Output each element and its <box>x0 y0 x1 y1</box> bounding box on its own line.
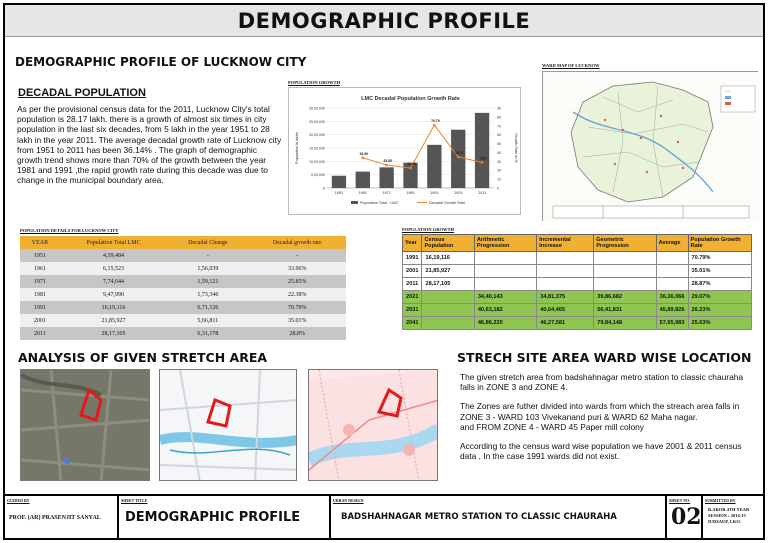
table1-header-cell: Population Total LMC <box>60 236 167 249</box>
sheet <box>3 3 765 540</box>
table-cell: 9,47,990 <box>60 288 167 301</box>
table-cell: 1991 <box>20 301 60 314</box>
table-row <box>20 327 346 340</box>
table-cell: 1971 <box>20 275 60 288</box>
table-cell <box>537 265 594 278</box>
project-cell <box>331 496 667 540</box>
table-row <box>403 252 752 265</box>
chart-x-tick-label: 1981 <box>406 191 415 195</box>
strech-paragraph-1: The given stretch area from badshahnagar metro station to classic chauraha falls in ZONE 3 and ZONE 4. <box>460 372 744 393</box>
chart-y-tick-label: 10,00,000 <box>309 159 325 164</box>
table2-header-cell: Incremental Increase <box>537 235 594 252</box>
population-details-grid <box>20 236 346 340</box>
table-row <box>20 314 346 327</box>
table-cell: 1,59,121 <box>167 275 248 288</box>
chart-bar <box>379 167 393 188</box>
table-cell: 45,89,826 <box>656 304 688 317</box>
table-row <box>20 249 346 262</box>
strech-paragraph-2: The Zones are futher divided into wards from which the streach area falls in ZONE 3 - WARD 103 Vivekanand puri & WARD 62 Maha nagar. <box>460 401 740 422</box>
project-name: BADSHAHNAGAR METRO STATION TO CLASSIC CHAURAHA <box>341 512 617 522</box>
satellite-image <box>20 369 150 481</box>
population-chart-svg <box>289 88 522 216</box>
table1-header-cell: Decadal growth rate <box>248 236 346 249</box>
table-cell: 25.85% <box>248 275 346 288</box>
table-cell: 34,81,375 <box>537 291 594 304</box>
analysis-heading: ANALYSIS OF GIVEN STRETCH AREA <box>18 350 268 365</box>
table-cell: 33.96% <box>248 262 346 275</box>
title-block <box>5 494 763 538</box>
chart-y2-tick-label: 30 <box>497 159 501 164</box>
submitted-by-cell <box>703 496 763 540</box>
table-cell: 40,63,182 <box>474 304 536 317</box>
satellite-drawing <box>21 370 150 481</box>
table-cell: 29.07% <box>688 291 751 304</box>
table-cell: 6,71,126 <box>167 301 248 314</box>
table-row <box>403 304 752 317</box>
chart-data-label: 70.79 <box>431 119 440 124</box>
chart-growth-point <box>409 167 412 170</box>
table-cell: 70.79% <box>248 301 346 314</box>
table-cell: 28,17,105 <box>60 327 167 340</box>
table-row <box>403 265 752 278</box>
chart-y2-tick-label: 20 <box>497 168 501 173</box>
table2-header-cell: Population Growth Rate <box>688 235 751 252</box>
guided-by-cell <box>5 496 119 540</box>
table-row <box>403 291 752 304</box>
chart-y-tick-label: 15,00,000 <box>309 146 325 151</box>
table2-header-cell: Geometric Progression <box>594 235 656 252</box>
table-cell: - <box>167 249 248 262</box>
table-cell: 2021 <box>403 291 422 304</box>
chart-caption: POPULATION GROWTH <box>288 80 341 85</box>
ward-detail-drawing <box>309 370 438 481</box>
table-cell: 22.38% <box>248 288 346 301</box>
chart-bar <box>356 172 370 188</box>
table-cell <box>474 265 536 278</box>
table-cell: 7,74,644 <box>60 275 167 288</box>
table-cell: 21,85,927 <box>422 265 474 278</box>
strech-paragraph-4: According to the census ward wise population we have 2001 & 2011 census data , In the case 1991 wards did not exist. <box>460 441 742 462</box>
table-cell <box>656 278 688 291</box>
table2-header-cell: Average <box>656 235 688 252</box>
table-cell: 28.8% <box>248 327 346 340</box>
table2-header-cell: Year <box>403 235 422 252</box>
strech-paragraph-3: and FROM ZONE 4 - WARD 45 Paper mill colony <box>460 421 644 432</box>
chart-data-label: 35.01 <box>454 150 464 155</box>
table-cell: 2041 <box>403 317 422 330</box>
sheet-title-label: SHEET TITLE <box>121 498 148 503</box>
population-growth-table <box>402 234 752 330</box>
table-row <box>403 278 752 291</box>
sheet-title-cell <box>119 496 331 540</box>
table-cell: 35.01% <box>248 314 346 327</box>
table-cell: 1,56,039 <box>167 262 248 275</box>
table-row <box>20 301 346 314</box>
table-cell: 1951 <box>20 249 60 262</box>
table-cell: 2011 <box>403 278 422 291</box>
chart-y-tick-label: 5,00,000 <box>311 173 325 178</box>
table-row <box>403 317 752 330</box>
ward-detail-image <box>308 369 438 481</box>
table-cell: 35.01% <box>688 265 751 278</box>
table-cell: 70.79% <box>688 252 751 265</box>
chart-bar <box>451 130 465 188</box>
table-cell <box>474 278 536 291</box>
chart-y-tick-label: 20,00,000 <box>309 133 325 138</box>
sheet-no-cell <box>667 496 703 540</box>
table-cell <box>594 278 656 291</box>
table-cell <box>594 252 656 265</box>
table1-header-cell: Decadal Change <box>167 236 248 249</box>
chart-y2-tick-label: 0 <box>497 186 499 191</box>
table-cell: 16,19,116 <box>422 252 474 265</box>
table-cell: 1,73,346 <box>167 288 248 301</box>
submitted-by-details <box>708 507 749 525</box>
submitted-by-line-2: SESSION : 2014-15 <box>708 513 746 518</box>
table-cell <box>537 278 594 291</box>
table2-header-cell: Arithmetic Progression <box>474 235 536 252</box>
sheet-no-label: SHEET NO. <box>669 498 691 503</box>
table-cell: 2011 <box>20 327 60 340</box>
table-cell: 2031 <box>403 304 422 317</box>
table-cell: 39,86,682 <box>594 291 656 304</box>
chart-x-tick-label: 2001 <box>453 191 463 195</box>
chart-y2-tick-label: 10 <box>497 177 501 182</box>
decadal-paragraph: As per the provisional census data for the 2011, Lucknow City's total population is 28.17 lakh. there is a growth of almost six times in city population in the last six decades, from 5 lakh in the year 1951 to 28 lakh in the year 2011. The average decadal growth rate of Lucknow city from 1951 to 2011 has been 36.14% . The graph of demographic growth trend shows more than 70% of the growth between the year 1981 and 1991 ,the rapid growth rate during this decade was due to change in the municipal boundary area. <box>17 104 282 186</box>
chart-bar <box>475 113 489 188</box>
chart-y2-tick-label: 50 <box>497 142 501 147</box>
table-cell <box>422 304 474 317</box>
table-cell: 1991 <box>403 252 422 265</box>
chart-y2-axis-label: Growth Rate in % <box>514 133 518 163</box>
table-cell: 46,86,220 <box>474 317 536 330</box>
submitted-by-line-1: R.AROR 4TH YEAR <box>708 507 750 512</box>
chart-growth-point <box>481 161 484 164</box>
table1-caption: POPULATION DETAILS FOR LUCKNOW CITY <box>20 228 119 233</box>
table1-header-cell: YEAR <box>20 236 60 249</box>
table-cell: 1981 <box>20 288 60 301</box>
chart-y2-tick-label: 80 <box>497 115 501 120</box>
table-cell: 36,36,066 <box>656 291 688 304</box>
chart-bar <box>332 176 346 188</box>
table-cell <box>422 317 474 330</box>
chart-data-label: 25.85 <box>383 159 392 164</box>
table-cell: 6,31,178 <box>167 327 248 340</box>
project-label: URBAN DESIGN <box>333 498 364 503</box>
table-cell: 34,40,143 <box>474 291 536 304</box>
table-cell: 5,66,811 <box>167 314 248 327</box>
sheet-title: DEMOGRAPHIC PROFILE <box>125 510 301 525</box>
chart-legend-label: Population Total - LMC <box>360 201 399 205</box>
table-row <box>20 275 346 288</box>
chart-data-label: 28.8 <box>479 156 487 161</box>
chart-legend-swatch-bars <box>351 201 358 204</box>
table-cell: 6,15,523 <box>60 262 167 275</box>
table-cell: 2001 <box>20 314 60 327</box>
chart-y2-tick-label: 70 <box>497 124 501 129</box>
submitted-by-label: SUBMITTED BY <box>705 498 736 503</box>
population-growth-grid <box>402 234 752 330</box>
page-title: DEMOGRAPHIC PROFILE <box>237 9 531 33</box>
table2-header-cell: Census Population <box>422 235 474 252</box>
table-cell <box>594 265 656 278</box>
table-cell: 28,17,105 <box>422 278 474 291</box>
table-cell <box>656 252 688 265</box>
chart-x-tick-label: 1991 <box>430 191 439 195</box>
ward-map-drawing <box>543 72 759 222</box>
chart-title: LMC Decadal Population Growth Rate <box>361 96 460 102</box>
strech-heading: STRECH SITE AREA WARD WISE LOCATION <box>457 350 752 365</box>
table-cell: 56,41,831 <box>594 304 656 317</box>
chart-data-label: 33.96 <box>359 151 369 156</box>
chart-growth-point <box>361 157 364 160</box>
chart-bar <box>403 163 417 188</box>
guided-by-label: GUIDED BY <box>7 498 30 503</box>
table-cell: 16,19,116 <box>60 301 167 314</box>
table-row <box>20 288 346 301</box>
chart-legend-label: Decadal Growth Rate <box>429 201 466 205</box>
chart-growth-point <box>457 156 460 159</box>
table-cell: 26.23% <box>688 304 751 317</box>
map-caption: WARD MAP OF LUCKNOW <box>542 63 600 68</box>
table2-caption: POPULATION GROWTH <box>402 227 455 232</box>
table-cell: 21,85,927 <box>60 314 167 327</box>
table-cell <box>422 291 474 304</box>
chart-y-tick-label: 0 <box>323 186 325 191</box>
chart-y-tick-label: 30,00,000 <box>309 106 325 111</box>
population-details-table <box>20 236 346 340</box>
chart-y-tick-label: 25,00,000 <box>309 119 325 124</box>
table-cell: 28.87% <box>688 278 751 291</box>
table-cell: 40,64,465 <box>537 304 594 317</box>
section-heading-city: DEMOGRAPHIC PROFILE OF LUCKNOW CITY <box>15 55 307 69</box>
table-cell: 2001 <box>403 265 422 278</box>
section-subheading-decadal: DECADAL POPULATION <box>18 87 146 99</box>
guide-name: PROF. (AR) PRASENJIT SANYAL <box>9 515 101 521</box>
title-bar <box>5 5 763 37</box>
strech-text <box>460 372 758 461</box>
road-map-image <box>159 369 297 481</box>
table-cell: 46,27,581 <box>537 317 594 330</box>
table-cell: 4,59,484 <box>60 249 167 262</box>
submitted-by-line-3: IUDSAUP, LKO. <box>708 519 741 524</box>
ward-map <box>542 71 758 221</box>
chart-growth-point <box>385 164 388 167</box>
chart-x-tick-label: 1951 <box>334 191 344 195</box>
chart-y2-tick-label: 90 <box>497 106 501 111</box>
chart-y-axis-label: Population in lakhs <box>295 132 299 164</box>
table-cell <box>537 252 594 265</box>
table-row <box>20 262 346 275</box>
chart-bar <box>427 145 441 188</box>
chart-data-label: 22.38 <box>407 162 416 167</box>
table-cell: 1961 <box>20 262 60 275</box>
chart-y2-tick-label: 60 <box>497 133 501 138</box>
table-cell <box>474 252 536 265</box>
table-cell <box>656 265 688 278</box>
table-cell: 79,84,148 <box>594 317 656 330</box>
chart-y2-tick-label: 40 <box>497 150 501 155</box>
sheet-number: 02 <box>671 504 702 530</box>
chart-x-tick-label: 1961 <box>358 191 368 195</box>
chart-growth-point <box>433 124 436 127</box>
chart-x-tick-label: 1971 <box>382 191 391 195</box>
chart-x-tick-label: 2011 <box>477 191 487 195</box>
table-cell: 57,65,983 <box>656 317 688 330</box>
population-chart <box>288 87 521 215</box>
road-map-drawing <box>160 370 297 481</box>
table-cell: 25.63% <box>688 317 751 330</box>
table-cell: - <box>248 249 346 262</box>
